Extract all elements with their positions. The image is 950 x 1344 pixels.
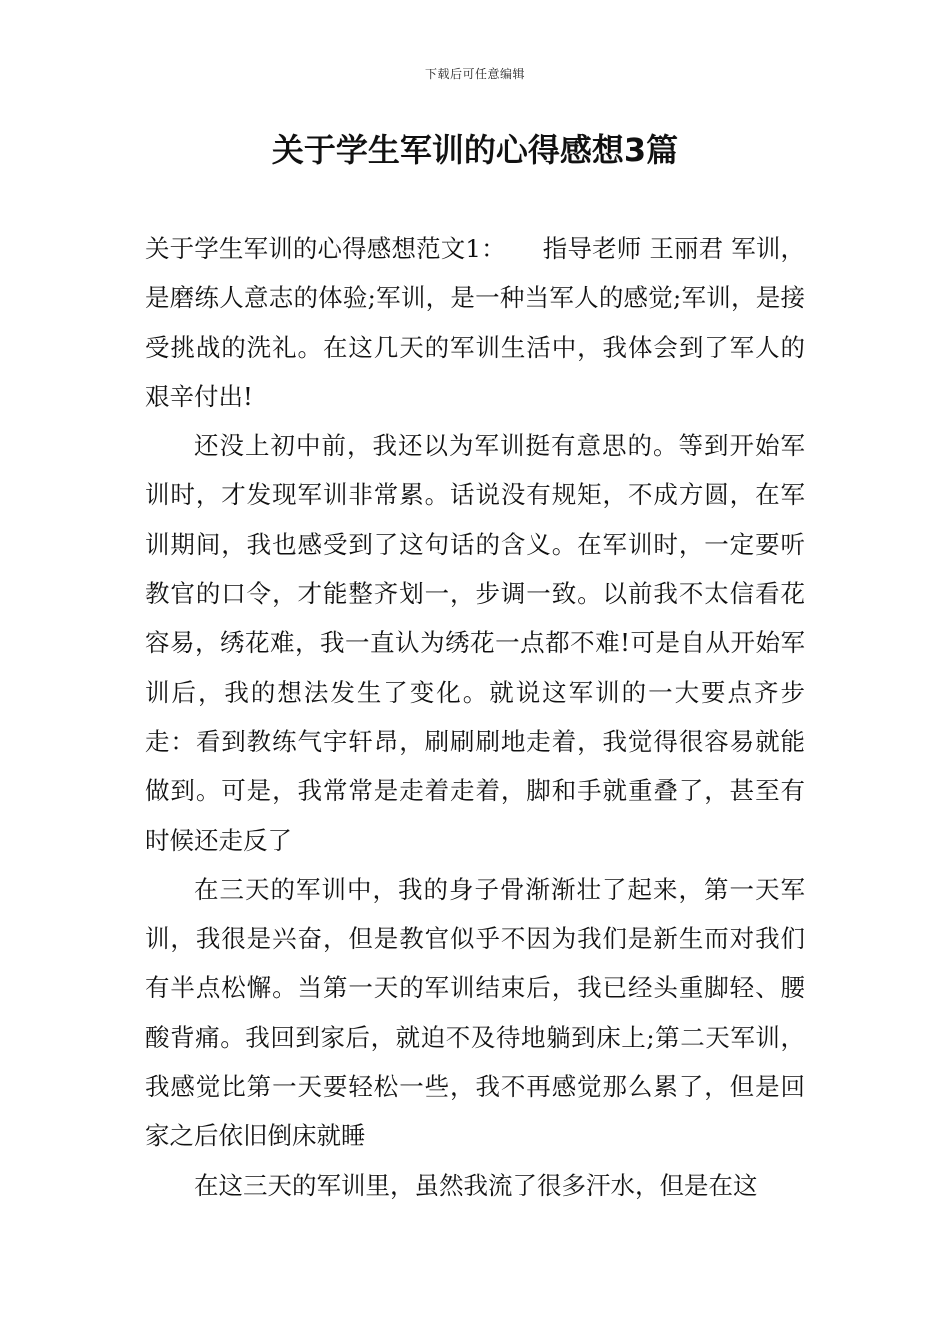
document-title: 关于学生军训的心得感想3篇 bbox=[271, 131, 679, 169]
paragraph-4: 在这三天的军训里，虽然我流了很多汗水，但是在这 bbox=[194, 1170, 758, 1200]
header-note: 下载后可任意编辑 bbox=[424, 67, 525, 81]
paragraph-3: 在三天的军训中，我的身子骨渐渐壮了起来，第一天军训，我很是兴奋，但是教官似乎不因为我们是新生而对我们有半点松懈。当第一天的军训结束后，我已经头重脚轻、腰酸背痛。我回到家后，就迫不及待地躺到床上;第二天军训，我感觉比第一天要轻松一些，我不再感觉那么累了，但是回家之后依旧倒床就睡 bbox=[145, 874, 805, 1151]
document-body bbox=[145, 224, 805, 1210]
paragraph-2: 还没上初中前，我还以为军训挺有意思的。等到开始军训时，才发现军训非常累。话说没有规矩，不成方圆，在军训期间，我也感受到了这句话的含义。在军训时，一定要听教官的口令，才能整齐划一，步调一致。以前我不太信看花容易，绣花难，我一直认为绣花一点都不难!可是自从开始军训后，我的想法发生了变化。就说这军训的一大要点齐步走：看到教练气宇轩昂，刷刷刷地走着，我觉得很容易就能做到。可是，我常常是走着走着，脚和手就重叠了，甚至有时候还走反了 bbox=[145, 431, 805, 855]
paragraph-1: 关于学生军训的心得感想范文1： 指导老师 王丽君 军训，是磨练人意志的体验;军训，是一种当军人的感觉;军训，是接受挑战的洗礼。在这几天的军训生活中，我体会到了军人的艰辛付出! bbox=[145, 234, 805, 411]
